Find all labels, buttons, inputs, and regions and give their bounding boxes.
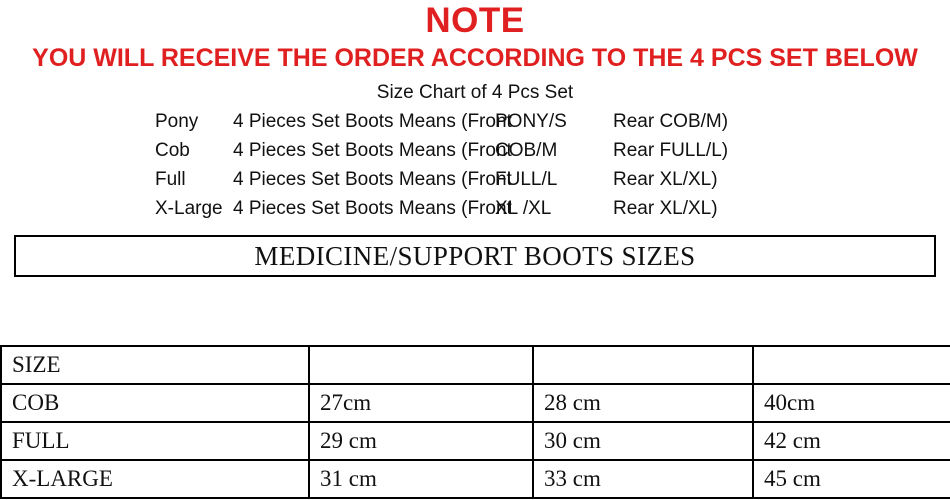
document-page [0, 2, 950, 500]
size-rear: Rear COB/M) [613, 111, 729, 132]
list-item [155, 194, 795, 223]
note-subtitle: YOU WILL RECEIVE THE ORDER ACCORDING TO THE 4 PCS SET BELOW [32, 44, 918, 72]
size-means: 4 Pieces Set Boots Means (Front [233, 140, 512, 161]
size-label: X-Large [155, 198, 223, 219]
size-label: Full [155, 169, 186, 190]
size-label: Pony [155, 111, 199, 132]
list-item [155, 107, 795, 136]
table-row [1, 346, 950, 384]
table-row [1, 460, 950, 498]
table-row [1, 384, 950, 422]
size-means: 4 Pieces Set Boots Means (Front [233, 169, 512, 190]
list-item [155, 136, 795, 165]
size-rear: Rear XL/XL) [613, 198, 718, 219]
table-cell: FULL [1, 422, 309, 460]
boots-size-table [0, 345, 950, 499]
table-header-cell [533, 346, 753, 384]
size-rear: Rear FULL/L) [613, 140, 729, 161]
size-front: FULL/L [495, 169, 558, 190]
table-cell: X-LARGE [1, 460, 309, 498]
size-label: Cob [155, 140, 190, 161]
table-cell: 29 cm [309, 422, 533, 460]
size-means: 4 Pieces Set Boots Means (Front [233, 111, 512, 132]
table-header-cell [309, 346, 533, 384]
table-cell: 28 cm [533, 384, 753, 422]
size-chart-list [155, 107, 795, 223]
table-row [1, 422, 950, 460]
table-header-cell: SIZE [1, 346, 309, 384]
list-item [155, 165, 795, 194]
table-cell: 42 cm [753, 422, 950, 460]
size-front: COB/M [495, 140, 558, 161]
medicine-boots-banner [14, 235, 936, 277]
spacer [0, 277, 950, 345]
size-front: XL /XL [495, 198, 552, 219]
size-chart-heading: Size Chart of 4 Pcs Set [376, 82, 574, 103]
size-front: PONY/S [495, 111, 567, 132]
table-cell: 40cm [753, 384, 950, 422]
table-cell: 27cm [309, 384, 533, 422]
size-means: 4 Pieces Set Boots Means (Front [233, 198, 512, 219]
table-cell: COB [1, 384, 309, 422]
table-cell: 45 cm [753, 460, 950, 498]
table-cell: 30 cm [533, 422, 753, 460]
size-rear: Rear XL/XL) [613, 169, 718, 190]
banner-text: MEDICINE/SUPPORT BOOTS SIZES [254, 240, 696, 271]
table-cell: 33 cm [533, 460, 753, 498]
table-header-cell [753, 346, 950, 384]
table-cell: 31 cm [309, 460, 533, 498]
note-title: NOTE [425, 1, 525, 40]
